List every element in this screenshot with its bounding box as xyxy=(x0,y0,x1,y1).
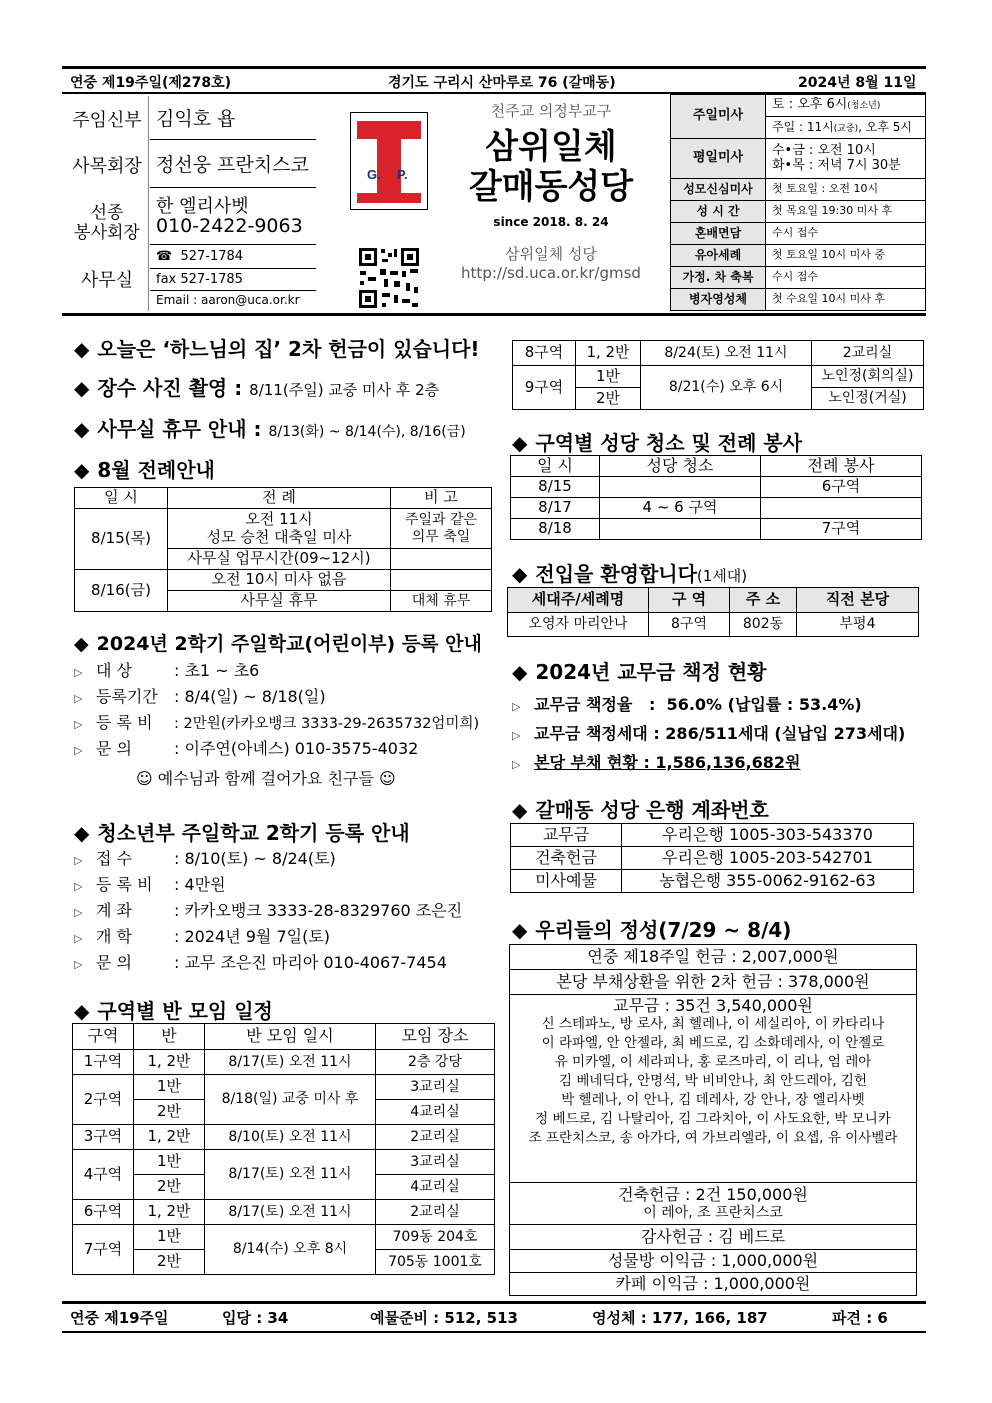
welcome-title-text: 전입을 환영합니다 xyxy=(535,562,697,586)
diamond-icon: ◆ xyxy=(74,999,90,1023)
footer-communion: 영성체 : 177, 166, 187 xyxy=(592,1309,768,1327)
welcome-table xyxy=(507,587,919,637)
sun-mass-note: (교중) xyxy=(833,123,859,134)
account-purpose: 미사예물 xyxy=(511,870,622,893)
col-header: 구 역 xyxy=(649,588,730,613)
august-title-text: 8월 전례안내 xyxy=(97,458,215,482)
diamond-icon: ◆ xyxy=(74,376,90,400)
seonjong-name: 한 엘리사벳 xyxy=(156,196,249,217)
offering-dues-names: 신 스테파노, 방 로사, 최 헬레나, 이 세실리아, 이 카타리나 이 라파엘, 안 안젤라, 최 베드로, 김 소화데레사, 이 안젤로 유 미카엘, 이 세라피나, 홍 로즈마리, 이 리나, 엄 레아 김 베네딕다, 안명석, 박 비비안나, 최 안드레아, 김헌 박 헬레나, 이 안나, 김 데레사, 강 안나, 장 엘리사벳 정 베드로, 김 나탈리아, 김 그라치아, 이 사도요한, 박 모니카 조 프란치스코, 송 아가다, 여 가브리엘라, 이 요셉, 유 이사벨라 xyxy=(528,1016,898,1147)
youth-title-text: 청소년부 주일학교 2학기 등록 안내 xyxy=(97,821,410,845)
item-key: 개 학 xyxy=(96,927,132,946)
notice-1-text: 오늘은 ‘하느님의 집’ 2차 헌금이 있습니다! xyxy=(97,337,480,361)
list-item xyxy=(74,950,499,976)
triangle-icon: ▷ xyxy=(74,880,83,893)
list-item xyxy=(74,658,499,684)
list-item xyxy=(74,898,499,924)
cleaning-date: 8/18 xyxy=(511,519,600,540)
cleaning-district xyxy=(600,477,761,498)
liturgy-note: 주일과 같은 의무 축일 xyxy=(391,509,492,549)
liturgy-event-time: 오전 11시 xyxy=(245,510,313,529)
cleaning-table xyxy=(510,455,922,540)
item-value: : 초1 ~ 초6 xyxy=(174,661,260,680)
diamond-icon: ◆ xyxy=(74,633,89,655)
district-time: 8/18(일) 교중 미사 후 xyxy=(205,1075,376,1125)
footer-bottom-rule xyxy=(62,1331,926,1333)
item-key: 문 의 xyxy=(96,739,132,758)
cleaning-district xyxy=(600,519,761,540)
mass-row-label: 가정. 차 축복 xyxy=(671,267,766,289)
seonjong-label-1: 선종 xyxy=(90,203,124,223)
attendance-bar xyxy=(70,1307,925,1329)
triangle-icon: ▷ xyxy=(512,700,521,713)
district-name: 2구역 xyxy=(73,1075,134,1125)
item-value: : 2만원(카카오뱅크 3333-29-2635732엄미희) xyxy=(174,716,480,732)
district-time: 8/17(토) 오전 11시 xyxy=(205,1200,376,1225)
district-time: 8/17(토) 오전 11시 xyxy=(205,1050,376,1075)
office-tel-number: 527-1784 xyxy=(180,249,244,264)
notice-3-title: 사무실 휴무 안내 : xyxy=(97,417,269,441)
footer-top-rule xyxy=(62,1301,926,1304)
list-item xyxy=(512,748,922,777)
weekday-mass-label: 평일미사 xyxy=(671,139,766,179)
cleaning-title xyxy=(512,427,802,456)
mass-row-value: 수시 접수 xyxy=(766,223,926,245)
col-header: 비 고 xyxy=(391,488,492,509)
district-place: 노인정(회의실) xyxy=(812,366,924,388)
district-group: 1반 xyxy=(134,1075,205,1100)
item-value: : 4만원 xyxy=(174,875,226,894)
header-bottom-rule xyxy=(62,313,926,316)
footer-prep: 예물준비 : 512, 513 xyxy=(370,1309,518,1327)
district-meeting-table xyxy=(72,1023,495,1275)
item-value: : 카카오뱅크 3333-28-8329760 조은진 xyxy=(174,901,463,920)
list-item xyxy=(74,684,499,710)
district-place: 3교리실 xyxy=(376,1075,495,1100)
liturgy-event: 사무실 업무시간(09~12시) xyxy=(168,549,391,570)
list-item xyxy=(512,690,922,719)
triangle-icon: ▷ xyxy=(74,666,83,679)
triangle-icon: ▷ xyxy=(74,744,83,757)
diamond-icon: ◆ xyxy=(512,431,528,455)
sun-mass-time-2: , 오후 5시 xyxy=(858,119,912,134)
qr-icon xyxy=(358,247,420,309)
list-item xyxy=(74,846,499,872)
pastor-label: 주임신부 xyxy=(72,110,142,131)
staff-divider xyxy=(150,290,316,291)
triangle-icon: ▷ xyxy=(74,958,83,971)
staff-divider xyxy=(150,187,316,188)
liturgy-district: 6구역 xyxy=(761,477,922,498)
district-meeting-title xyxy=(74,995,273,1024)
diamond-icon: ◆ xyxy=(74,458,90,482)
item-key: 등 록 비 xyxy=(96,875,153,894)
triangle-icon: ▷ xyxy=(74,906,83,919)
diamond-icon: ◆ xyxy=(74,337,90,361)
diamond-icon: ◆ xyxy=(512,798,528,822)
mass-row-value: 수시 접수 xyxy=(766,267,926,289)
col-header: 일 시 xyxy=(511,456,600,477)
col-header: 구역 xyxy=(73,1024,134,1050)
triangle-icon: ▷ xyxy=(512,729,521,742)
cleaning-date: 8/15 xyxy=(511,477,600,498)
triangle-icon: ▷ xyxy=(74,854,83,867)
district-name: 3구역 xyxy=(73,1125,134,1150)
offering-table xyxy=(509,944,917,1296)
mass-row-label: 혼배면담 xyxy=(671,223,766,245)
item-value: : 이주연(아녜스) 010-3575-4032 xyxy=(174,739,419,758)
district-group: 1반 xyxy=(134,1150,205,1175)
col-header: 성당 청소 xyxy=(600,456,761,477)
offering-sunday: 연중 제18주일 헌금 : 2,007,000원 xyxy=(510,945,917,970)
offering-dues xyxy=(510,995,917,1183)
district-place: 2층 강당 xyxy=(376,1050,495,1075)
triangle-icon: ▷ xyxy=(74,692,83,705)
account-number: 우리은행 1005-203-542701 xyxy=(622,847,914,870)
offering-title-text: 우리들의 정성(7/29 ~ 8/4) xyxy=(535,918,792,942)
staff-col-divider xyxy=(148,96,149,311)
dues-title-text: 2024년 교무금 책정 현황 xyxy=(535,660,767,684)
notice-2-title: 장수 사진 촬영 : xyxy=(97,376,250,400)
council-label: 사목회장 xyxy=(72,156,142,177)
phone-icon: ☎ xyxy=(156,249,173,264)
item-key: 대 상 xyxy=(96,661,132,680)
august-liturgy-title xyxy=(74,454,215,483)
list-item xyxy=(74,872,499,898)
col-header: 세대주/세례명 xyxy=(508,588,649,613)
district-time: 8/10(토) 오전 11시 xyxy=(205,1125,376,1150)
list-item xyxy=(74,736,499,762)
liturgy-event: 사무실 휴무 xyxy=(168,591,391,612)
account-purpose: 교무금 xyxy=(511,824,622,847)
liturgy-date: 8/15(목) xyxy=(75,509,168,570)
diamond-icon: ◆ xyxy=(74,821,90,845)
site-name: 삼위일체 성당 xyxy=(505,245,597,263)
staff-panel xyxy=(62,96,320,311)
office-label: 사무실 xyxy=(80,270,134,291)
district-group: 1반 xyxy=(576,366,641,388)
item-key: 등록기간 xyxy=(96,687,158,706)
mass-row-label: 성 시 간 xyxy=(671,201,766,223)
district-place: 4교리실 xyxy=(376,1175,495,1200)
sunday-school-title-text: 2024년 2학기 주일학교(어린이부) 등록 안내 xyxy=(96,633,482,655)
mass-row-value: 첫 토요일 10시 미사 중 xyxy=(766,245,926,267)
district-name: 7구역 xyxy=(73,1225,134,1275)
staff-divider xyxy=(150,139,316,140)
district-group: 2반 xyxy=(134,1175,205,1200)
item-key: 문 의 xyxy=(96,953,132,972)
mass-schedule-table xyxy=(670,94,926,311)
parish-debt: 본당 부채 현황 : 1,586,136,682원 xyxy=(534,753,801,772)
sun-mass-time: 주일 : 11시 xyxy=(772,119,834,134)
list-item xyxy=(74,924,499,950)
church-title xyxy=(440,98,662,308)
item-value: : 8/4(일) ~ 8/18(일) xyxy=(174,687,326,706)
item-key: 계 좌 xyxy=(96,901,132,920)
liturgy-note: 대체 휴무 xyxy=(391,591,492,612)
district-place: 3교리실 xyxy=(376,1150,495,1175)
cleaning-date: 8/17 xyxy=(511,498,600,519)
office-email[interactable]: Email : aaron@uca.or.kr xyxy=(156,293,300,307)
footer-attend: 입당 : 34 xyxy=(222,1309,289,1327)
item-key: 접 수 xyxy=(96,849,132,868)
sunday-mass-sun xyxy=(766,117,926,139)
mass-row-label: 병자영성체 xyxy=(671,289,766,311)
office-fax: fax 527-1785 xyxy=(156,272,243,287)
district-group: 1, 2반 xyxy=(134,1050,205,1075)
pastor-name: 김익호 욥 xyxy=(156,108,236,130)
sat-mass-note: (청소년) xyxy=(847,101,881,112)
col-header: 반 xyxy=(134,1024,205,1050)
top-rule xyxy=(62,66,926,69)
issue-bar xyxy=(70,72,925,92)
church-url[interactable]: http://sd.uca.or.kr/gmsd xyxy=(461,264,641,282)
welcome-prev-parish: 부평4 xyxy=(797,613,919,637)
liturgy-district: 7구역 xyxy=(761,519,922,540)
bank-table xyxy=(510,823,914,893)
account-purpose: 건축헌금 xyxy=(511,847,622,870)
issue-number: 연중 제19주일(제278호) xyxy=(70,75,232,91)
district-group: 1, 2반 xyxy=(576,341,641,366)
sat-mass-time: 토 : 오후 6시 xyxy=(772,97,848,113)
notice-3 xyxy=(74,413,466,442)
youth-school-list xyxy=(74,846,499,976)
liturgy-district xyxy=(761,498,922,519)
sunday-mass-label: 주일미사 xyxy=(671,95,766,139)
diocese: 천주교 의정부교구 xyxy=(490,102,612,120)
district-name: 9구역 xyxy=(513,366,576,410)
diamond-icon: ◆ xyxy=(74,417,90,441)
offering-second: 본당 부채상환을 위한 2차 헌금 : 378,000원 xyxy=(510,970,917,995)
liturgy-note xyxy=(391,549,492,570)
col-header: 반 모임 일시 xyxy=(205,1024,376,1050)
office-tel xyxy=(156,249,243,264)
district-place: 709동 204호 xyxy=(376,1225,495,1250)
welcome-title xyxy=(512,558,747,587)
mass-row-value: 첫 목요일 19:30 미사 후 xyxy=(766,201,926,223)
district-place: 4교리실 xyxy=(376,1100,495,1125)
district-name: 1구역 xyxy=(73,1050,134,1075)
item-value: : 2024년 9월 7일(토) xyxy=(174,927,331,946)
offering-cafe: 카페 이익금 : 1,000,000원 xyxy=(510,1273,917,1296)
diamond-icon: ◆ xyxy=(512,660,528,684)
offering-building-total: 건축헌금 : 2건 150,000원 xyxy=(618,1185,808,1205)
district-place: 2교리실 xyxy=(376,1200,495,1225)
notice-2 xyxy=(74,372,439,401)
since-date: since 2018. 8. 24 xyxy=(493,215,609,229)
weekday-mass-2: 화•목 : 저녁 7시 30분 xyxy=(772,157,901,173)
council-name: 정선웅 프란치스코 xyxy=(156,154,309,176)
logo-icon xyxy=(351,113,427,209)
staff-divider xyxy=(150,268,316,269)
account-number: 농협은행 355-0062-9162-63 xyxy=(622,870,914,893)
mass-row-label: 성모신심미사 xyxy=(671,179,766,201)
notice-2-detail: 8/11(주일) 교중 미사 후 2층 xyxy=(249,381,440,399)
seonjong-label-2: 봉사회장 xyxy=(74,223,140,243)
district-group: 1반 xyxy=(134,1225,205,1250)
church-address: 경기도 구리시 산마루로 76 (갈매동) xyxy=(388,75,616,91)
dues-rate: 교무금 책정율 : 56.0% (납입률 : 53.4%) xyxy=(534,695,862,714)
church-logo xyxy=(350,112,428,210)
welcome-district: 8구역 xyxy=(649,613,730,637)
list-item xyxy=(512,719,922,748)
church-name-1: 삼위일체 xyxy=(485,127,617,167)
district-title-text: 구역별 반 모임 일정 xyxy=(97,999,273,1023)
district-group: 1, 2반 xyxy=(134,1200,205,1225)
youth-school-title xyxy=(74,817,410,846)
bank-title xyxy=(512,794,769,823)
district-name: 6구역 xyxy=(73,1200,134,1225)
account-number: 우리은행 1005-303-543370 xyxy=(622,824,914,847)
dues-list xyxy=(512,690,922,777)
district-place: 노인정(거실) xyxy=(812,388,924,410)
staff-divider xyxy=(150,244,316,245)
mass-row-label: 유아세례 xyxy=(671,245,766,267)
district-group: 2반 xyxy=(134,1100,205,1125)
list-item xyxy=(74,710,499,736)
col-header: 모임 장소 xyxy=(376,1024,495,1050)
district-place: 2교리실 xyxy=(376,1125,495,1150)
liturgy-note xyxy=(391,570,492,591)
welcome-name: 오영자 마리안나 xyxy=(508,613,649,637)
district-name: 4구역 xyxy=(73,1150,134,1200)
district-group: 2반 xyxy=(576,388,641,410)
welcome-title-count: (1세대) xyxy=(696,567,748,585)
offering-building-names: 이 레아, 조 프란치스코 xyxy=(643,1204,783,1221)
item-value: : 교무 조은진 마리아 010-4067-7454 xyxy=(174,953,447,972)
item-key: 등 록 비 xyxy=(96,713,153,732)
dues-title xyxy=(512,656,767,685)
weekday-mass-times xyxy=(766,139,926,179)
item-value: : 8/10(토) ~ 8/24(토) xyxy=(174,849,336,868)
offering-dues-total: 교무금 : 35건 3,540,000원 xyxy=(613,996,813,1015)
district-time: 8/17(토) 오전 11시 xyxy=(205,1150,376,1200)
liturgy-date: 8/16(금) xyxy=(75,570,168,612)
col-header: 직전 본당 xyxy=(797,588,919,613)
mass-row-value: 첫 토요일 : 오전 10시 xyxy=(766,179,926,201)
district-meeting-table-cont xyxy=(512,340,924,410)
district-group: 1, 2반 xyxy=(134,1125,205,1150)
seonjong-phone: 010-2422-9063 xyxy=(156,215,303,237)
sunday-mass-sat xyxy=(766,95,926,117)
col-header: 일 시 xyxy=(75,488,168,509)
district-group: 2반 xyxy=(134,1250,205,1275)
offering-title xyxy=(512,914,791,943)
svg-text:G.: G. xyxy=(367,167,381,182)
cleaning-district: 4 ~ 6 구역 xyxy=(600,498,761,519)
offering-building xyxy=(510,1183,917,1225)
district-time: 8/21(수) 오후 6시 xyxy=(641,366,812,410)
col-header: 전례 봉사 xyxy=(761,456,922,477)
col-header: 주 소 xyxy=(730,588,797,613)
church-name-2: 갈매동성당 xyxy=(468,167,634,207)
district-time: 8/24(토) 오전 11시 xyxy=(641,341,812,366)
triangle-icon: ▷ xyxy=(74,718,83,731)
footer-week: 연중 제19주일 xyxy=(70,1309,169,1327)
offering-shop: 성물방 이익금 : 1,000,000원 xyxy=(510,1250,917,1273)
offering-thanks: 감사헌금 : 김 베드로 xyxy=(510,1225,917,1250)
dues-households: 교무금 책정세대 : 286/511세대 (실납입 273세대) xyxy=(534,724,906,743)
col-header: 전 례 xyxy=(168,488,391,509)
welcome-address: 802동 xyxy=(730,613,797,637)
qr-code[interactable] xyxy=(358,247,420,309)
notice-1 xyxy=(74,333,480,362)
liturgy-event xyxy=(168,509,391,549)
notice-3-detail: 8/13(화) ~ 8/14(수), 8/16(금) xyxy=(268,424,466,440)
weekday-mass-1: 수•금 : 오전 10시 xyxy=(772,142,876,158)
district-place: 705동 1001호 xyxy=(376,1250,495,1275)
liturgy-event: 오전 10시 미사 없음 xyxy=(168,570,391,591)
august-liturgy-table xyxy=(74,487,492,612)
cleaning-title-text: 구역별 성당 청소 및 전례 봉사 xyxy=(535,431,803,455)
sunday-school-list xyxy=(74,658,499,792)
bank-title-text: 갈매동 성당 은행 계좌번호 xyxy=(535,798,769,822)
diamond-icon: ◆ xyxy=(512,918,528,942)
mass-row-value: 첫 수요일 10시 미사 후 xyxy=(766,289,926,311)
sunday-school-title xyxy=(74,629,482,656)
district-place: 2교리실 xyxy=(812,341,924,366)
triangle-icon: ▷ xyxy=(512,758,521,771)
liturgy-event-name: 성모 승천 대축일 미사 xyxy=(206,527,352,546)
footer-dismiss: 파견 : 6 xyxy=(832,1309,888,1327)
sunday-school-footer: ☺ 예수님과 함께 걸어가요 친구들 ☺ xyxy=(136,769,396,788)
svg-text:P.: P. xyxy=(397,167,408,182)
district-name: 8구역 xyxy=(513,341,576,366)
district-time: 8/14(수) 오후 8시 xyxy=(205,1225,376,1275)
diamond-icon: ◆ xyxy=(512,562,528,586)
issue-date: 2024년 8월 11일 xyxy=(798,75,917,91)
triangle-icon: ▷ xyxy=(74,932,83,945)
